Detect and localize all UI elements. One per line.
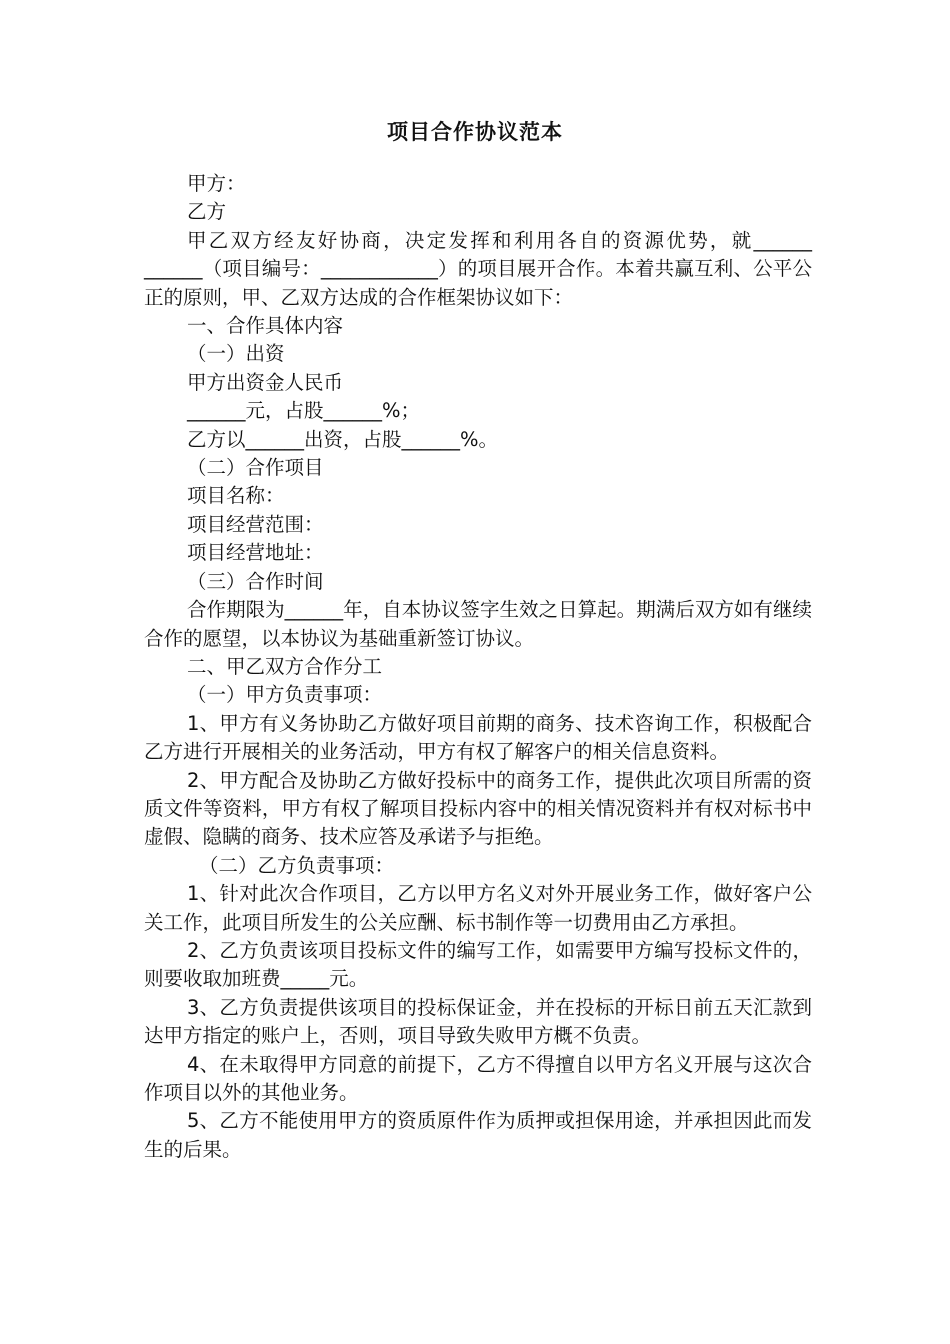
section-heading-1: 一、合作具体内容 xyxy=(187,314,344,338)
paragraph: 1、针对此次合作项目，乙方以甲方名义对外开展业务工作，做好客户公关工作，此项目所发生的公关应酬、标书制作等一切费用由乙方承担。 xyxy=(144,882,812,934)
subsection-heading-term: （三）合作时间 xyxy=(187,569,324,593)
subsection-heading-investment: （一）出资 xyxy=(187,342,285,366)
intro-paragraph: 甲乙双方经友好协商，决定发挥和利用各自的资源优势，就______ ______（项目编号：____________）的项目展开合作。本着共赢互利、公平公正的原则，甲、乙双方达成的合作框架协议如下： xyxy=(144,228,812,309)
party-a-line: 甲方： xyxy=(187,172,246,195)
subsection-heading-project: （二）合作项目 xyxy=(187,456,324,480)
paragraph: 3、乙方负责提供该项目的投标保证金，并在投标的开标日前五天汇款到达甲方指定的账户上，否则，项目导致失败甲方概不负责。 xyxy=(144,995,812,1048)
paragraph: 5、乙方不能使用甲方的资质原件作为质押或担保用途，并承担因此而发生的后果。 xyxy=(144,1109,812,1161)
paragraph: 项目名称： xyxy=(187,484,285,508)
section-heading-2: 二、甲乙双方合作分工 xyxy=(187,654,383,678)
paragraph: ______元，占股______%； xyxy=(187,399,421,423)
paragraph: 2、乙方负责该项目投标文件的编写工作，如需要甲方编写投标文件的，则要收取加班费_____元。 xyxy=(144,938,812,991)
subsection-heading-party-a: （一）甲方负责事项： xyxy=(187,683,383,707)
paragraph: 乙方以______出资，占股______%。 xyxy=(187,427,499,451)
paragraph: 4、在未取得甲方同意的前提下，乙方不得擅自以甲方名义开展与这次合作项目以外的其他业务。 xyxy=(144,1052,812,1104)
paragraph: 1、甲方有义务协助乙方做好项目前期的商务、技术咨询工作，积极配合乙方进行开展相关的业务活动，甲方有权了解客户的相关信息资料。 xyxy=(144,711,812,764)
paragraph: 项目经营地址： xyxy=(187,541,324,565)
party-b-line: 乙方 xyxy=(187,200,227,224)
document-title: 项目合作协议范本 xyxy=(387,120,563,144)
paragraph: 合作期限为______年，自本协议签字生效之日算起。期满后双方如有继续合作的愿望，以本协议为基础重新签订协议。 xyxy=(144,598,812,650)
paragraph: 甲方出资金人民币 xyxy=(187,370,344,394)
paragraph: 项目经营范围： xyxy=(187,512,324,536)
document-body xyxy=(144,170,812,1164)
subsection-heading-party-b: （二）乙方负责事项： xyxy=(199,853,395,877)
paragraph: 2、甲方配合及协助乙方做好投标中的商务工作，提供此次项目所需的资质文件等资料，甲方有权了解项目投标内容中的相关情况资料并有权对标书中虚假、隐瞒的商务、技术应答及承诺予与拒绝。 xyxy=(144,768,812,849)
